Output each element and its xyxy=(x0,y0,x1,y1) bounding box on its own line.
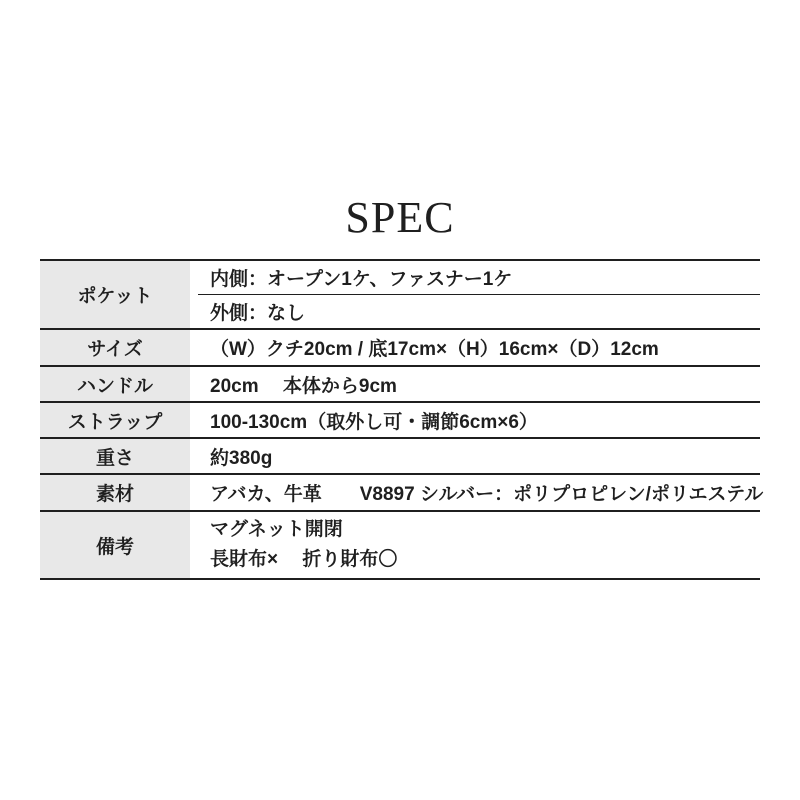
row-value-text: （W）クチ20cm / 底17cm×（H）16cm×（D）12cm xyxy=(210,339,659,360)
row-value-text: マグネット開閉 xyxy=(210,519,343,540)
row-header-weight xyxy=(40,439,190,473)
row-label: ポケット xyxy=(77,286,153,307)
row-label: サイズ xyxy=(87,339,143,360)
row-header-size xyxy=(40,330,190,365)
row-value-text: 約380g xyxy=(210,447,273,469)
table-row-weight xyxy=(40,439,760,475)
pocket-inner-line xyxy=(198,261,760,295)
row-value-notes xyxy=(190,512,760,578)
row-header-material xyxy=(40,475,190,510)
row-value-text: 外側：なし xyxy=(210,303,306,324)
table-row-notes xyxy=(40,512,760,580)
table-row-strap xyxy=(40,403,760,439)
row-value-size xyxy=(190,330,760,365)
row-label: 重さ xyxy=(95,447,134,469)
row-value-text: 20cm 本体から9cm xyxy=(210,375,397,397)
row-header-pocket xyxy=(40,261,190,328)
row-value-text: 内側：オープン1ケ、ファスナー1ケ xyxy=(210,269,513,290)
row-value-handle xyxy=(190,367,760,401)
row-header-strap xyxy=(40,403,190,437)
row-label: 素材 xyxy=(95,484,134,505)
pocket-outer-line xyxy=(190,295,760,328)
table-row-size xyxy=(40,330,760,367)
row-header-notes xyxy=(40,512,190,578)
table-row-material xyxy=(40,475,764,512)
row-value-text: 100-130cm（取外し可・調節6cm×6） xyxy=(210,411,538,433)
row-value-pocket xyxy=(190,261,760,328)
table-row-handle xyxy=(40,367,760,403)
row-value-text: アバカ、牛革 V8897 シルバー：ポリプロピレン/ポリエステル xyxy=(210,484,764,505)
spec-table xyxy=(40,259,764,580)
row-label: ハンドル xyxy=(76,375,153,397)
row-value-text: 長財布× 折り財布〇 xyxy=(210,549,398,570)
row-value-weight xyxy=(190,439,760,473)
page-title: SPEC xyxy=(345,193,455,242)
table-row-pocket xyxy=(40,261,760,330)
row-label: ストラップ xyxy=(67,411,163,433)
row-value-strap xyxy=(190,403,760,437)
row-value-material xyxy=(190,475,764,510)
row-label: 備考 xyxy=(95,536,134,558)
row-header-handle xyxy=(40,367,190,401)
